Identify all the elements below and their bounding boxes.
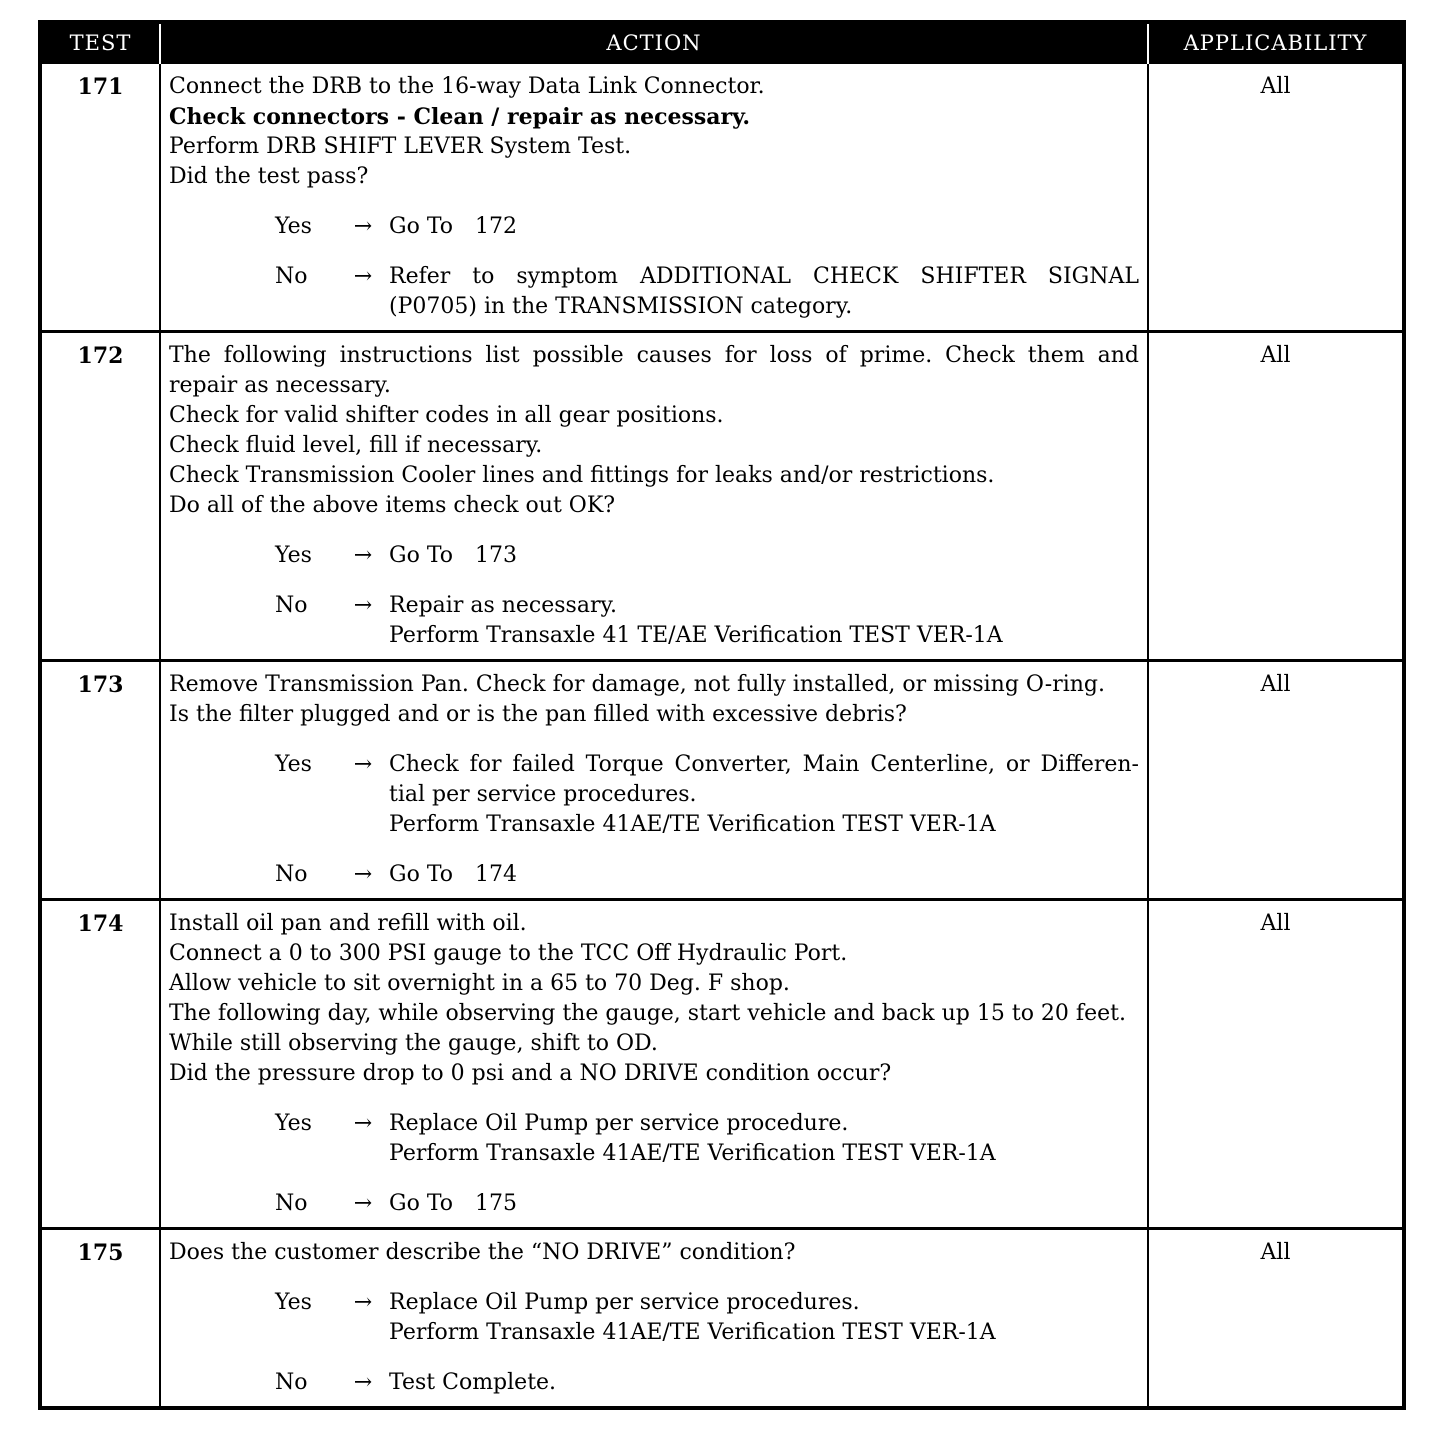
applicability-value: All — [1148, 63, 1404, 332]
no-result — [389, 262, 1139, 322]
action-line: While still observing the gauge, shift to OD. — [169, 1031, 658, 1056]
action-line: Does the customer describe the “NO DRIVE” condition? — [169, 1240, 796, 1265]
action-cell — [160, 661, 1148, 900]
arrow-icon: → — [353, 1370, 373, 1395]
yes-branch — [169, 1288, 1139, 1348]
action-cell — [160, 332, 1148, 661]
action-line: Did the test pass? — [169, 164, 369, 189]
goto-test-number: 172 — [475, 214, 518, 239]
goto-test-number: 173 — [475, 543, 518, 568]
action-line: The following day, while observing the gauge, start vehicle and back up 15 to 20 feet. — [169, 1001, 1126, 1026]
result-line: Perform Transaxle 41 TE/AE Verification TEST VER-1A — [389, 623, 1003, 648]
action-cell — [160, 1229, 1148, 1409]
no-branch — [169, 860, 1139, 890]
arrow-icon: → — [353, 752, 373, 777]
test-number: 173 — [40, 661, 160, 900]
yes-branch — [169, 541, 1139, 571]
action-line: Did the pressure drop to 0 psi and a NO DRIVE condition occur? — [169, 1061, 892, 1086]
arrow-icon: → — [353, 543, 373, 568]
yes-branch — [169, 750, 1139, 840]
result-line: Perform Transaxle 41AE/TE Verification TEST VER-1A — [389, 1141, 996, 1166]
table-row — [40, 1229, 1404, 1409]
yes-branch — [169, 1109, 1139, 1169]
goto-label: Go To — [389, 1191, 454, 1216]
no-result — [389, 1368, 1139, 1398]
table-header-row — [40, 22, 1404, 63]
action-line: Do all of the above items check out OK? — [169, 493, 616, 518]
goto-line — [389, 541, 1139, 571]
goto-label: Go To — [389, 862, 454, 887]
diagnostic-procedure-sheet — [38, 20, 1402, 1410]
table-row — [40, 661, 1404, 900]
result-line: Perform Transaxle 41AE/TE Verification TEST VER-1A — [389, 812, 996, 837]
arrow-icon: → — [353, 264, 373, 289]
no-branch — [169, 1189, 1139, 1219]
header-applicability: APPLICABILITY — [1148, 22, 1404, 63]
test-number: 174 — [40, 900, 160, 1229]
yes-label: Yes — [275, 214, 312, 239]
result-line: Refer to symptom ADDITIONAL CHECK SHIFTER SIGNAL (P0705) in the TRANSMISSION category. — [389, 264, 1139, 319]
test-number: 175 — [40, 1229, 160, 1409]
yes-result — [389, 750, 1139, 840]
yes-label: Yes — [275, 1111, 312, 1136]
action-line: Connect a 0 to 300 PSI gauge to the TCC Off Hydraulic Port. — [169, 941, 848, 966]
yes-result — [389, 212, 1139, 242]
goto-test-number: 174 — [475, 862, 518, 887]
goto-line — [389, 860, 1139, 890]
arrow-icon: → — [353, 214, 373, 239]
arrow-icon: → — [353, 1191, 373, 1216]
table-body — [40, 63, 1404, 1408]
no-result — [389, 591, 1139, 651]
result-line: Check for failed Torque Converter, Main Centerline, or Differen-tial per service procedures. — [389, 752, 1139, 807]
arrow-icon: → — [353, 1111, 373, 1136]
action-line: Perform DRB SHIFT LEVER System Test. — [169, 134, 632, 159]
yes-branch — [169, 212, 1139, 242]
no-branch — [169, 262, 1139, 322]
test-number: 172 — [40, 332, 160, 661]
no-result — [389, 1189, 1139, 1219]
action-line: The following instructions list possible causes for loss of prime. Check them and repair as necessary. — [169, 343, 1139, 398]
no-branch — [169, 1368, 1139, 1398]
yes-label: Yes — [275, 752, 312, 777]
result-line: Repair as necessary. — [389, 593, 617, 618]
table-row — [40, 332, 1404, 661]
action-cell — [160, 63, 1148, 332]
arrow-icon: → — [353, 593, 373, 618]
header-action: ACTION — [160, 22, 1148, 63]
applicability-value: All — [1148, 661, 1404, 900]
no-label: No — [275, 1191, 308, 1216]
yes-label: Yes — [275, 1290, 312, 1315]
action-line: Check Transmission Cooler lines and fittings for leaks and/or restrictions. — [169, 463, 995, 488]
action-line: Connect the DRB to the 16-way Data Link Connector. — [169, 74, 765, 99]
action-line: Remove Transmission Pan. Check for damage, not fully installed, or missing O-ring. — [169, 672, 1105, 697]
action-cell — [160, 900, 1148, 1229]
action-line: Check for valid shifter codes in all gear positions. — [169, 403, 724, 428]
no-branch — [169, 591, 1139, 651]
action-line: Allow vehicle to sit overnight in a 65 to 70 Deg. F shop. — [169, 971, 790, 996]
diagnostic-table — [38, 20, 1406, 1410]
yes-result — [389, 541, 1139, 571]
action-line: Check fluid level, fill if necessary. — [169, 433, 543, 458]
goto-line — [389, 1189, 1139, 1219]
applicability-value: All — [1148, 332, 1404, 661]
no-label: No — [275, 1370, 308, 1395]
no-label: No — [275, 264, 308, 289]
result-line: Test Complete. — [389, 1370, 557, 1395]
goto-label: Go To — [389, 214, 454, 239]
no-label: No — [275, 862, 308, 887]
goto-label: Go To — [389, 543, 454, 568]
header-test: TEST — [40, 22, 160, 63]
goto-line — [389, 212, 1139, 242]
yes-result — [389, 1288, 1139, 1348]
goto-test-number: 175 — [475, 1191, 518, 1216]
result-line: Replace Oil Pump per service procedures. — [389, 1290, 860, 1315]
no-result — [389, 860, 1139, 890]
action-line: Check connectors - Clean / repair as necessary. — [169, 104, 751, 130]
yes-result — [389, 1109, 1139, 1169]
result-line: Perform Transaxle 41AE/TE Verification TEST VER-1A — [389, 1320, 996, 1345]
no-label: No — [275, 593, 308, 618]
test-number: 171 — [40, 63, 160, 332]
applicability-value: All — [1148, 900, 1404, 1229]
action-line: Install oil pan and refill with oil. — [169, 911, 527, 936]
table-row — [40, 63, 1404, 332]
arrow-icon: → — [353, 1290, 373, 1315]
action-line: Is the filter plugged and or is the pan filled with excessive debris? — [169, 702, 907, 727]
result-line: Replace Oil Pump per service procedure. — [389, 1111, 849, 1136]
table-row — [40, 900, 1404, 1229]
applicability-value: All — [1148, 1229, 1404, 1409]
arrow-icon: → — [353, 862, 373, 887]
yes-label: Yes — [275, 543, 312, 568]
